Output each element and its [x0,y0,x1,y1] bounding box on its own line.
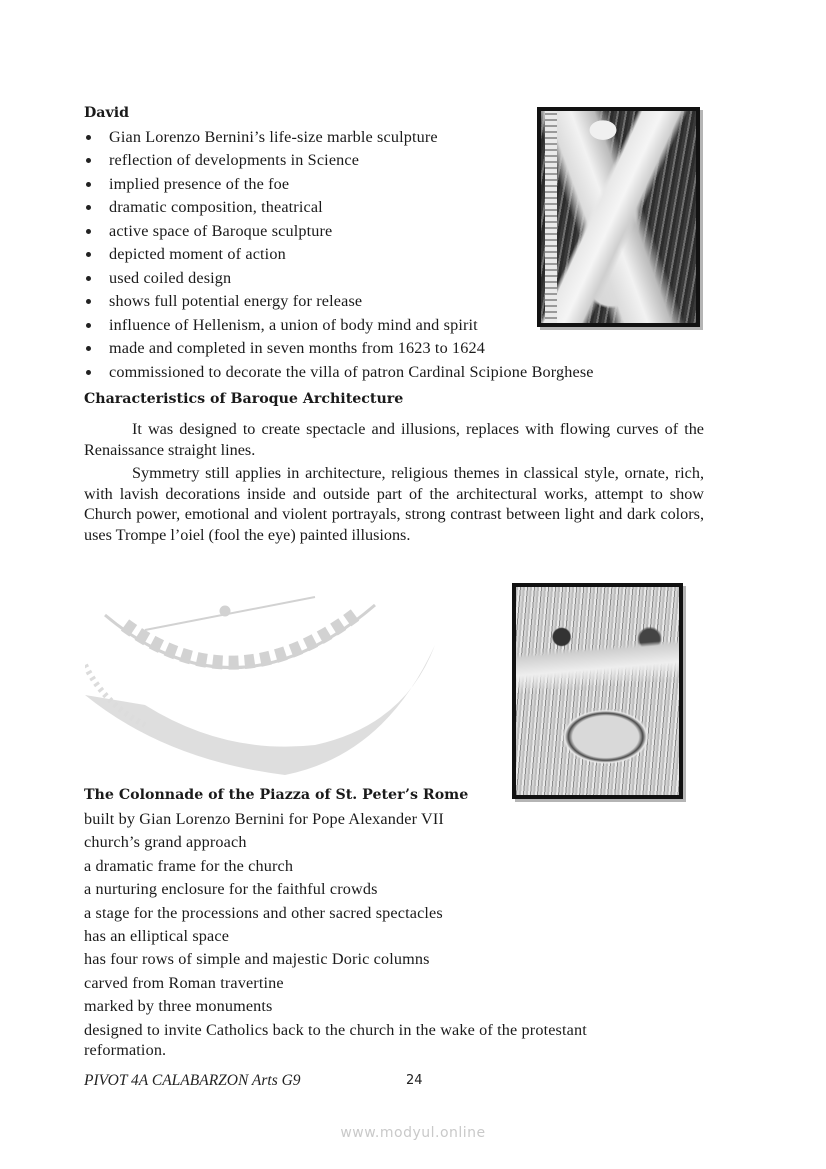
list-item: has four rows of simple and majestic Doric columns [84,950,430,968]
list-item: built by Gian Lorenzo Bernini for Pope Alexander VII [84,810,444,828]
bullet-icon [86,229,91,234]
paragraph-text: Symmetry still applies in architecture, religious themes in classical style, ornate, rich, with lavish decorations inside and outside part of the architectural works, attempt to show Church power, emotional and violent portrayals, strong contrast between light and dark colors, uses Trompe l’oiel (fool the eye) painted illusions. [84,464,704,544]
architecture-heading: Characteristics of Baroque Architecture [84,391,404,407]
list-item: Gian Lorenzo Bernini’s life-size marble sculpture [109,128,438,146]
list-item: used coiled design [109,269,232,287]
list-item: a nurturing enclosure for the faithful crowds [84,880,378,898]
bullet-icon [86,182,91,187]
bullet-icon [86,323,91,328]
list-item: marked by three monuments [84,997,273,1015]
list-item: shows full potential energy for release [109,292,363,310]
footer-module-title: PIVOT 4A CALABARZON Arts G9 [84,1072,301,1089]
bullet-icon [86,276,91,281]
list-item: influence of Hellenism, a union of body mind and spirit [109,316,478,334]
bullet-icon [86,370,91,375]
list-item: reformation. [84,1041,167,1059]
seal-watermark-graphic [85,585,445,780]
bullet-icon [86,205,91,210]
list-item: depicted moment of action [109,245,286,263]
architecture-paragraph-2 [84,463,704,545]
list-item: dramatic composition, theatrical [109,198,323,216]
list-item: designed to invite Catholics back to the church in the wake of the protestant [84,1021,587,1039]
architecture-paragraph-1 [84,419,704,460]
colonnade-heading: The Colonnade of the Piazza of St. Peter’s Rome [84,787,469,803]
bullet-icon [86,346,91,351]
site-watermark-link[interactable]: www.modyul.online [340,1125,486,1141]
page-number: 24 [406,1073,423,1088]
bullet-icon [86,135,91,140]
david-sculpture-image [537,107,700,327]
list-item: reflection of developments in Science [109,151,360,169]
list-item: has an elliptical space [84,927,230,945]
list-item: commissioned to decorate the villa of patron Cardinal Scipione Borghese [109,363,594,381]
bullet-icon [86,252,91,257]
list-item: carved from Roman travertine [84,974,284,992]
paragraph-text: It was designed to create spectacle and illusions, replaces with flowing curves of the Renaissance straight lines. [84,420,704,459]
list-item: church’s grand approach [84,833,247,851]
list-item: a stage for the processions and other sacred spectacles [84,904,443,922]
list-item: implied presence of the foe [109,175,290,193]
list-item: made and completed in seven months from 1623 to 1624 [109,339,485,357]
colonnade-aerial-image [512,583,683,799]
image-detail [545,111,557,323]
list-item: a dramatic frame for the church [84,857,294,875]
list-item: active space of Baroque sculpture [109,222,333,240]
david-heading: David [84,105,130,121]
bullet-icon [86,158,91,163]
bullet-icon [86,299,91,304]
